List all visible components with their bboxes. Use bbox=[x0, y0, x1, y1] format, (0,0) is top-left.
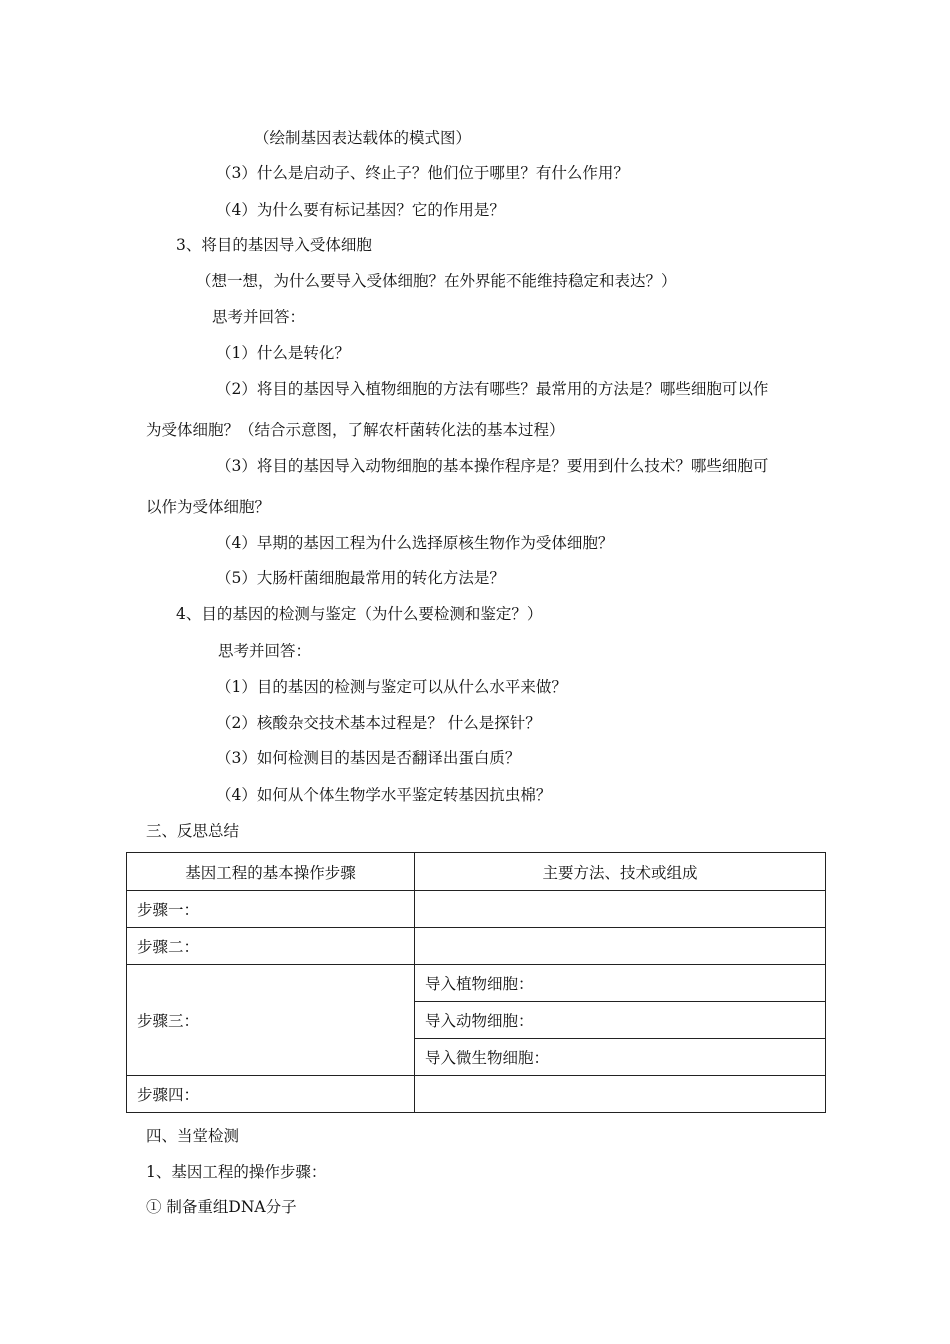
summary-table bbox=[126, 852, 826, 1113]
question-plant-methods-2: 为受体细胞？（结合示意图，了解农杆菌转化法的基本过程） bbox=[146, 421, 565, 439]
question-animal-procedure-2: 以作为受体细胞？ bbox=[146, 498, 271, 516]
question-cotton: （4）如何从个体生物学水平鉴定转基因抗虫棉？ bbox=[216, 786, 552, 804]
question-ecoli: （5）大肠杆菌细胞最常用的转化方法是？ bbox=[216, 569, 505, 587]
step-1-label: 步骤一： bbox=[127, 891, 415, 928]
table-header-steps: 基因工程的基本操作步骤 bbox=[127, 853, 415, 891]
question-prokaryote: （4）早期的基因工程为什么选择原核生物作为受体细胞？ bbox=[216, 534, 614, 552]
step-4-answer bbox=[415, 1076, 826, 1113]
step-3-plant: 导入植物细胞： bbox=[415, 965, 826, 1002]
think-and-answer-label-2: 思考并回答： bbox=[218, 642, 312, 660]
question-promoter-terminator: （3）什么是启动子、终止子？他们位于哪里？有什么作用？ bbox=[216, 164, 629, 182]
question-detection-level: （1）目的基因的检测与鉴定可以从什么水平来做？ bbox=[216, 678, 567, 696]
question-translation: （3）如何检测目的基因是否翻译出蛋白质？ bbox=[216, 749, 521, 767]
section-heading-4: 4、目的基因的检测与鉴定（为什么要检测和鉴定？） bbox=[176, 605, 543, 623]
step-4-label: 步骤四： bbox=[127, 1076, 415, 1113]
step-3-label: 步骤三： bbox=[127, 965, 415, 1076]
question-transformation: （1）什么是转化？ bbox=[216, 344, 350, 362]
test-item-1: ① 制备重组DNA分子 bbox=[146, 1198, 297, 1216]
reflection-heading: 三、反思总结 bbox=[146, 822, 240, 840]
step-2-answer bbox=[415, 928, 826, 965]
step-3-animal: 导入动物细胞： bbox=[415, 1002, 826, 1039]
question-marker-gene: （4）为什么要有标记基因？它的作用是？ bbox=[216, 201, 505, 219]
test-question-1: 1、基因工程的操作步骤： bbox=[146, 1163, 327, 1181]
section-heading-3: 3、将目的基因导入受体细胞 bbox=[176, 236, 372, 254]
think-prompt: （想一想，为什么要导入受体细胞？在外界能不能维持稳定和表达？） bbox=[196, 272, 677, 290]
table-header-methods: 主要方法、技术或组成 bbox=[415, 853, 826, 891]
step-1-answer bbox=[415, 891, 826, 928]
in-class-test-heading: 四、当堂检测 bbox=[146, 1127, 240, 1145]
step-2-label: 步骤二： bbox=[127, 928, 415, 965]
step-3-microbe: 导入微生物细胞： bbox=[415, 1039, 826, 1076]
drawing-instruction: （绘制基因表达载体的模式图） bbox=[254, 129, 472, 147]
think-and-answer-label: 思考并回答： bbox=[212, 308, 306, 326]
question-plant-methods-1: （2）将目的基因导入植物细胞的方法有哪些？最常用的方法是？哪些细胞可以作 bbox=[216, 380, 769, 398]
question-animal-procedure-1: （3）将目的基因导入动物细胞的基本操作程序是？要用到什么技术？哪些细胞可 bbox=[216, 457, 769, 475]
question-hybridization: （2）核酸杂交技术基本过程是？ 什么是探针？ bbox=[216, 714, 541, 732]
